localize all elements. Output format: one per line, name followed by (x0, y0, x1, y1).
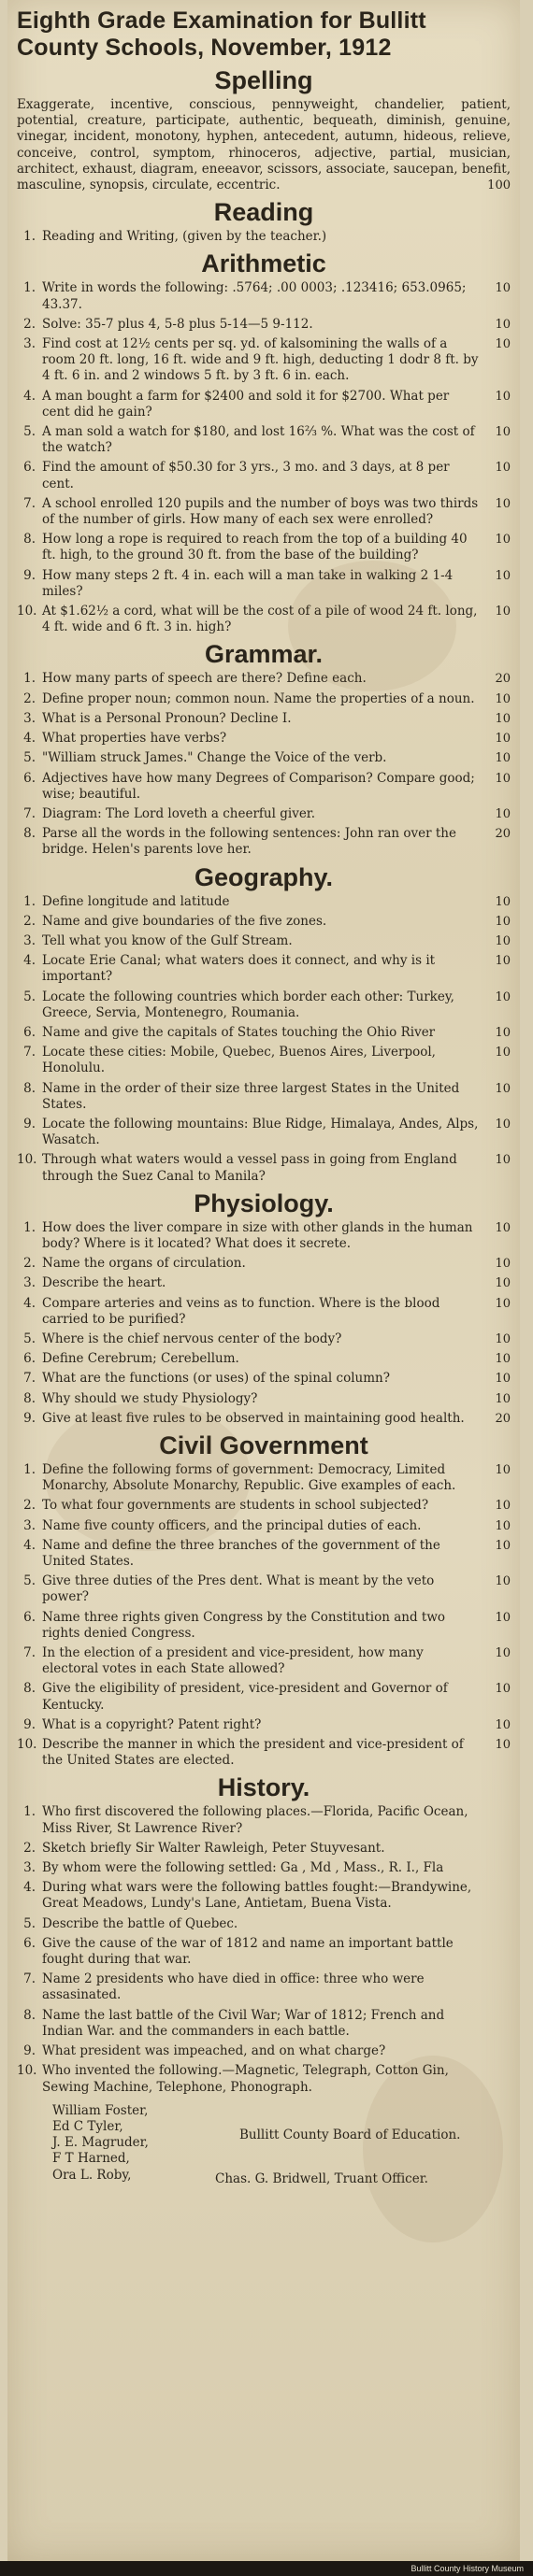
question-item (17, 731, 511, 747)
signature-block (17, 2103, 511, 2187)
question-points: 10 (495, 1372, 511, 1387)
question-text: Who first discovered the following places.—Florida, Pacific Ocean, Miss River, St Lawrence River? (42, 1804, 468, 1836)
question-number: 4. (23, 1880, 36, 1896)
question-text: Find cost at 12½ cents per sq. yd. of kalsomining the walls of a room 20 ft. long, 16 ft. wide and 9 ft. high, deducting 1 dodr 8 ft. by 4 ft. 6 in. and 2 windows 5 ft. by 3 ft. 6 in. each. (42, 336, 479, 384)
question-points: 10 (495, 1117, 511, 1131)
question-text: Name and define the three branches of the government of the United States. (42, 1537, 440, 1570)
question-item (17, 1880, 511, 1912)
question-points: 10 (495, 1574, 511, 1589)
question-text: Give the eligibility of president, vice-president and Governor of Kentucky. (42, 1681, 448, 1713)
question-text: Give three duties of the Pres dent. What is meant by the veto power? (42, 1573, 435, 1605)
question-item (17, 750, 511, 766)
question-text: How many steps 2 ft. 4 in. each will a man take in walking 2 1-4 miles? (42, 567, 454, 599)
question-points: 10 (495, 1046, 511, 1060)
board-member-name: Ora L. Roby, (52, 2167, 132, 2183)
question-points: 10 (495, 1296, 511, 1311)
question-number: 9. (23, 1410, 36, 1426)
question-number: 10. (17, 2063, 37, 2079)
question-number: 5. (23, 989, 36, 1004)
question-item (17, 1391, 511, 1407)
question-number: 7. (23, 495, 36, 511)
question-text: Adjectives have how many Degrees of Comparison? Compare good; wise; beautiful. (42, 770, 475, 802)
board-member-names (52, 2103, 183, 2187)
question-points: 10 (495, 1257, 511, 1272)
question-item (17, 2043, 511, 2059)
question-text: Find the amount of $50.30 for 3 yrs., 3 mo. and 3 days, at 8 per cent. (42, 460, 450, 491)
question-points: 10 (495, 989, 511, 1004)
question-item (17, 2063, 511, 2095)
question-item (17, 1518, 511, 1534)
question-points: 20 (495, 827, 511, 842)
question-points: 10 (495, 281, 511, 296)
geography-questions (17, 894, 511, 1185)
question-item (17, 1117, 511, 1148)
question-points: 10 (495, 425, 511, 440)
question-text: Describe the manner in which the president and vice-president of the United States are elected. (42, 1737, 464, 1769)
spelling-words (17, 97, 511, 193)
question-item (17, 1737, 511, 1769)
reading-heading: Reading (213, 198, 314, 227)
question-text: Locate Erie Canal; what waters does it connect, and why is it important? (42, 953, 436, 985)
question-number: 3. (23, 336, 36, 352)
exam-title: Eighth Grade Examination for Bullitt County Schools, November, 1912 (17, 7, 426, 61)
question-text: Locate these cities: Mobile, Quebec, Buenos Aires, Liverpool, Honolulu. (42, 1045, 436, 1076)
question-item (17, 933, 511, 949)
question-number: 1. (23, 280, 36, 296)
question-text: Parse all the words in the following sentences: John ran over the bridge. Helen's parents love her. (42, 826, 456, 858)
question-item (17, 2008, 511, 2040)
question-text: At $1.62½ a cord, what will be the cost of a pile of wood 24 ft. long, 4 ft. wide and 6 ft. 3 in. high? (42, 604, 478, 635)
question-text: What properties have verbs? (42, 731, 227, 747)
question-item (17, 1351, 511, 1367)
question-item (17, 1936, 511, 1968)
question-text: Diagram: The Lord loveth a cheerful giver. (42, 805, 316, 821)
question-text: Locate the following countries which border each other: Turkey, Greece, Servia, Montenegro, Roumania. (42, 989, 454, 1020)
question-item (17, 1371, 511, 1387)
question-item (17, 1025, 511, 1041)
question-text: Write in words the following: .5764; .00 0003; .123416; 653.0965; 43.37. (42, 280, 467, 312)
question-text: What is a copyright? Patent right? (42, 1716, 262, 1732)
question-points: 10 (495, 711, 511, 726)
question-text: Through what waters would a vessel pass in going from England through the Suez Canal to Manila? (42, 1152, 457, 1184)
question-item (17, 1462, 511, 1494)
question-number: 9. (23, 1716, 36, 1732)
question-number: 1. (23, 671, 36, 687)
question-points: 10 (495, 1081, 511, 1096)
question-item (17, 1573, 511, 1605)
question-points: 10 (495, 389, 511, 404)
question-number: 7. (23, 1371, 36, 1387)
question-points: 10 (495, 732, 511, 747)
question-number: 3. (23, 1860, 36, 1876)
question-points: 10 (495, 894, 511, 909)
question-text: A man bought a farm for $2400 and sold it for $2700. What per cent did he gain? (42, 388, 450, 420)
question-text: What president was impeached, and on what charge? (42, 2043, 386, 2059)
question-number: 2. (23, 316, 36, 332)
question-points: 10 (495, 1153, 511, 1168)
question-text: Who invented the following.—Magnetic, Telegraph, Cotton Gin, Sewing Machine, Telephone, Phonograph. (42, 2063, 449, 2095)
board-of-education: Bullitt County Board of Education. (239, 2127, 461, 2142)
question-item (17, 1538, 511, 1570)
question-item (17, 914, 511, 930)
question-item (17, 604, 511, 635)
question-item (17, 1681, 511, 1713)
question-item (17, 424, 511, 456)
question-number: 6. (23, 1024, 36, 1040)
question-text: In the election of a president and vice-president, how many electoral votes in each State allowed? (42, 1645, 424, 1677)
question-item (17, 496, 511, 528)
question-number: 8. (23, 826, 36, 842)
exam-sheet (7, 0, 520, 2561)
question-points: 10 (495, 461, 511, 476)
civil-government-heading: Civil Government (159, 1431, 368, 1459)
question-text: By whom were the following settled: Ga , Md , Mass., R. I., Fla (42, 1860, 444, 1876)
question-number: 8. (23, 2007, 36, 2023)
question-points: 10 (495, 954, 511, 969)
board-member-name: J. E. Magruder, (52, 2135, 149, 2151)
question-text: Name three rights given Congress by the Constitution and two rights denied Congress. (42, 1609, 446, 1641)
question-text: Name 2 presidents who have died in office: three who were assasinated. (42, 1971, 425, 2003)
question-item (17, 1841, 511, 1857)
question-points: 10 (495, 1352, 511, 1367)
question-points: 20 (495, 672, 511, 687)
question-number: 3. (23, 932, 36, 948)
reading-questions (17, 229, 511, 245)
question-number: 4. (23, 953, 36, 969)
question-text: A school enrolled 120 pupils and the number of boys was two thirds of the number of girls. How many of each sex were enrolled? (42, 495, 479, 528)
question-item (17, 1275, 511, 1291)
image-credit: Bullitt County History Museum (0, 2561, 533, 2576)
question-points: 10 (495, 806, 511, 821)
question-points: 10 (495, 1717, 511, 1732)
question-text: Define proper noun; common noun. Name the properties of a noun. (42, 690, 475, 706)
question-number: 9. (23, 1116, 36, 1131)
question-item (17, 389, 511, 420)
question-item (17, 1331, 511, 1347)
question-points: 10 (495, 1538, 511, 1553)
question-points: 10 (495, 1025, 511, 1040)
question-number: 10. (17, 604, 37, 619)
board-member-name: William Foster, (52, 2102, 149, 2118)
question-points: 10 (495, 568, 511, 583)
board-member-name: Ed C Tyler, (52, 2118, 123, 2134)
question-number: 6. (23, 460, 36, 476)
question-number: 4. (23, 388, 36, 404)
question-number: 2. (23, 1840, 36, 1856)
grammar-questions (17, 671, 511, 858)
question-number: 6. (23, 1935, 36, 1951)
question-text: Describe the battle of Quebec. (42, 1915, 238, 1931)
board-title-block (215, 2103, 461, 2187)
question-item (17, 691, 511, 707)
question-text: Define longitude and latitude (42, 893, 230, 909)
question-text: Compare arteries and veins as to function. Where is the blood carried to be purified? (42, 1295, 440, 1327)
question-item (17, 1081, 511, 1113)
question-text: Reading and Writing, (given by the teacher.) (42, 229, 327, 245)
question-points: 10 (495, 691, 511, 706)
question-item (17, 1220, 511, 1252)
question-text: Define the following forms of government: Democracy, Limited Monarchy, Absolute Monarchy, Republic. Give examples of each. (42, 1462, 456, 1494)
question-points: 10 (495, 1738, 511, 1753)
question-text: Describe the heart. (42, 1275, 166, 1291)
question-item (17, 1804, 511, 1836)
question-number: 8. (23, 1080, 36, 1096)
question-points: 10 (495, 1682, 511, 1697)
question-item (17, 1152, 511, 1184)
question-text: Locate the following mountains: Blue Ridge, Himalaya, Andes, Alps, Wasatch. (42, 1116, 479, 1148)
question-text: Tell what you know of the Gulf Stream. (42, 932, 293, 948)
question-number: 7. (23, 1971, 36, 1987)
question-item (17, 568, 511, 600)
question-item (17, 460, 511, 491)
question-points: 20 (495, 1411, 511, 1426)
question-number: 4. (23, 731, 36, 747)
question-item (17, 1916, 511, 1932)
question-number: 6. (23, 770, 36, 786)
question-number: 1. (23, 1804, 36, 1820)
question-item (17, 1610, 511, 1642)
question-number: 7. (23, 1045, 36, 1060)
question-item (17, 1717, 511, 1733)
question-points: 10 (495, 337, 511, 352)
question-number: 4. (23, 1295, 36, 1311)
question-number: 2. (23, 1498, 36, 1514)
question-number: 5. (23, 1915, 36, 1931)
question-points: 10 (495, 1518, 511, 1533)
question-item (17, 771, 511, 803)
question-text: Where is the chief nervous center of the body? (42, 1331, 342, 1346)
question-points: 10 (495, 1499, 511, 1514)
question-number: 9. (23, 2043, 36, 2059)
arithmetic-heading: Arithmetic (201, 249, 326, 278)
geography-heading: Geography. (194, 862, 334, 891)
question-points: 10 (495, 605, 511, 619)
question-text: To what four governments are students in school subjected? (42, 1498, 429, 1514)
question-text: A man sold a watch for $180, and lost 16⅔ %. What was the cost of the watch? (42, 424, 475, 456)
question-number: 5. (23, 1573, 36, 1589)
question-points: 10 (495, 1463, 511, 1477)
question-points: 10 (495, 933, 511, 948)
question-number: 4. (23, 1537, 36, 1553)
history-questions (17, 1804, 511, 2095)
spelling-word-list: Exaggerate, incentive, conscious, pennyweight, chandelier, patient, potential, creature, participate, authentic, bequeath, diminish, genuine, vinegar, incident, monotony, hyphen, antecedent, autumn, hideous, relieve, conceive, control, symptom, rhinoceros, adjective, partial, musician, architect, exhaust, diagram, eneeavor, scissors, associate, saucepan, benefit, masculine, synopsis, circulate, eccentric. (17, 97, 511, 193)
question-text: "William struck James." Change the Voice of the verb. (42, 750, 387, 766)
question-number: 10. (17, 1737, 37, 1753)
question-item (17, 711, 511, 727)
board-member-name: F T Harned, (52, 2151, 130, 2167)
question-text: Solve: 35-7 plus 4, 5-8 plus 5-14—5 9-112. (42, 316, 313, 332)
question-item (17, 229, 511, 245)
question-number: 7. (23, 1645, 36, 1661)
question-number: 8. (23, 1390, 36, 1406)
question-text: Give the cause of the war of 1812 and name an important battle fought during that war. (42, 1935, 454, 1968)
question-item (17, 280, 511, 312)
question-points: 10 (495, 496, 511, 511)
physiology-heading: Physiology. (194, 1188, 334, 1217)
question-text: What are the functions (or uses) of the spinal column? (42, 1371, 390, 1387)
question-number: 9. (23, 567, 36, 583)
question-points: 10 (495, 771, 511, 786)
question-number: 5. (23, 424, 36, 440)
question-item (17, 336, 511, 385)
question-number: 1. (23, 1219, 36, 1235)
question-number: 3. (23, 710, 36, 726)
question-item (17, 1411, 511, 1427)
question-item (17, 1256, 511, 1272)
question-text: How long a rope is required to reach from the top of a building 40 ft. high, to the ground 30 ft. from the base of the building? (42, 532, 468, 563)
question-text: Name in the order of their size three largest States in the United States. (42, 1080, 460, 1112)
question-text: Name and give the capitals of States touching the Ohio River (42, 1024, 436, 1040)
question-text: Name five county officers, and the principal duties of each. (42, 1517, 422, 1533)
question-text: How does the liver compare in size with other glands in the human body? Where is it located? What does it secrete. (42, 1219, 473, 1251)
question-text: Give at least five rules to be observed in maintaining good health. (42, 1410, 465, 1426)
question-text: How many parts of speech are there? Define each. (42, 671, 367, 687)
question-text: Name and give boundaries of the five zones. (42, 913, 327, 929)
question-item (17, 1296, 511, 1328)
question-item (17, 1860, 511, 1876)
question-number: 2. (23, 913, 36, 929)
question-item (17, 826, 511, 858)
question-item (17, 1971, 511, 2003)
question-number: 10. (17, 1152, 37, 1168)
history-heading: History. (217, 1773, 310, 1802)
physiology-questions (17, 1220, 511, 1427)
question-number: 1. (23, 893, 36, 909)
question-number: 1. (23, 229, 36, 245)
question-points: 10 (495, 1391, 511, 1406)
question-item (17, 989, 511, 1021)
arithmetic-questions (17, 280, 511, 635)
question-item (17, 317, 511, 333)
civil-government-questions (17, 1462, 511, 1769)
question-number: 8. (23, 532, 36, 548)
question-item (17, 532, 511, 563)
question-points: 10 (495, 1276, 511, 1291)
question-number: 7. (23, 805, 36, 821)
question-text: Why should we study Physiology? (42, 1390, 258, 1406)
spelling-points: 100 (487, 178, 511, 193)
question-number: 5. (23, 750, 36, 766)
question-text: Define Cerebrum; Cerebellum. (42, 1351, 239, 1367)
truant-officer: Chas. G. Bridwell, Truant Officer. (215, 2170, 428, 2186)
question-item (17, 806, 511, 822)
question-number: 3. (23, 1517, 36, 1533)
grammar-heading: Grammar. (204, 640, 324, 669)
question-points: 10 (495, 533, 511, 548)
question-item (17, 1498, 511, 1514)
question-points: 10 (495, 1331, 511, 1346)
question-item (17, 894, 511, 910)
question-text: Name the organs of circulation. (42, 1256, 246, 1272)
question-text: Sketch briefly Sir Walter Rawleigh, Peter Stuyvesant. (42, 1840, 385, 1856)
question-number: 2. (23, 690, 36, 706)
question-number: 8. (23, 1681, 36, 1697)
question-points: 10 (495, 317, 511, 332)
question-item (17, 1045, 511, 1076)
question-number: 5. (23, 1331, 36, 1346)
question-item (17, 671, 511, 687)
question-number: 2. (23, 1256, 36, 1272)
spelling-heading: Spelling (214, 66, 313, 94)
question-points: 10 (495, 751, 511, 766)
question-points: 10 (495, 914, 511, 929)
question-item (17, 953, 511, 985)
question-item (17, 1645, 511, 1677)
question-text: During what wars were the following battles fought:—Brandywine, Great Meadows, Lundy's Lane, Antietam, Buena Vista. (42, 1880, 472, 1912)
question-number: 3. (23, 1275, 36, 1291)
question-points: 10 (495, 1610, 511, 1625)
question-points: 10 (495, 1220, 511, 1235)
question-points: 10 (495, 1646, 511, 1661)
question-text: What is a Personal Pronoun? Decline I. (42, 710, 292, 726)
question-number: 6. (23, 1351, 36, 1367)
question-number: 1. (23, 1462, 36, 1477)
question-number: 6. (23, 1609, 36, 1625)
question-text: Name the last battle of the Civil War; War of 1812; French and Indian War. and the commanders in each battle. (42, 2007, 445, 2039)
